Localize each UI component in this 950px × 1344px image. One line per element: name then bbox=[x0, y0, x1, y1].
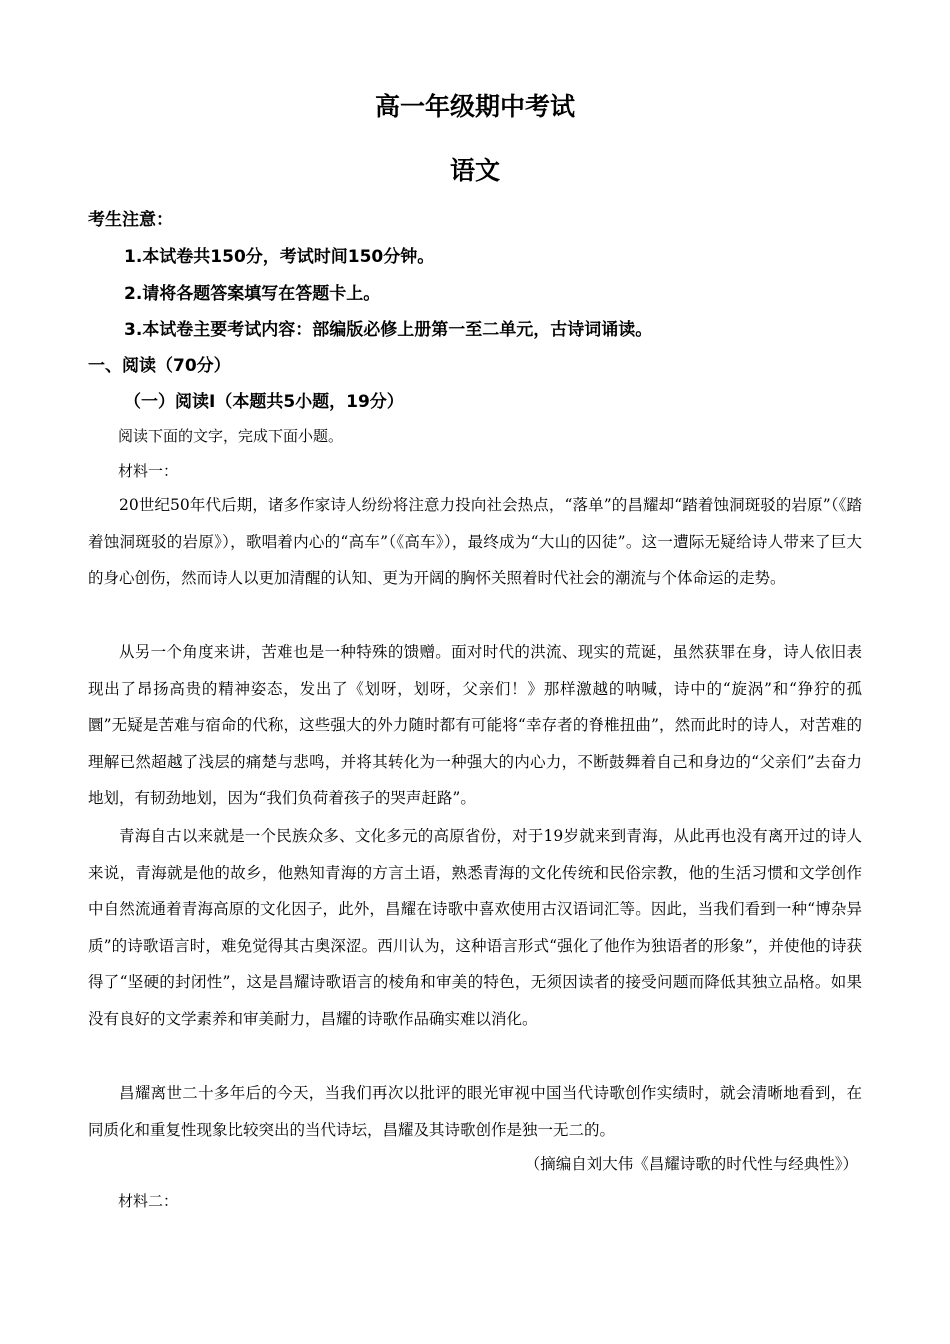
notice-item: 2.请将各题答案填写在答题卡上。 bbox=[124, 284, 381, 304]
paragraph: 从另一个角度来讲，苦难也是一种特殊的馈赠。面对时代的洪流、现实的荒诞，虽然获罪在身，诗人依旧表现出了昂扬高贵的精神姿态，发出了《划呀，划呀，父亲们！》那样激越的呐喊，诗中的“旋涡”和“狰狞的孤圜”无疑是苦难与宿命的代称，这些强大的外力随时都有可能将“幸存者的脊椎扭曲”，然而此时的诗人，对苦难的理解已然超越了浅层的痛楚与悲鸣，并将其转化为一种强大的内心力，不断鼓舞着自己和身边的“父亲们”去奋力地划，有韧劲地划，因为“我们负荷着孩子的哭声赶路”。 bbox=[88, 643, 862, 808]
paragraph: 昌耀离世二十多年后的今天，当我们再次以批评的眼光审视中国当代诗歌创作实绩时，就会清晰地看到，在同质化和重复性现象比较突出的当代诗坛，昌耀及其诗歌创作是独一无二的。 bbox=[88, 1084, 862, 1139]
paragraph: 青海自古以来就是一个民族众多、文化多元的高原省份，对于19岁就来到青海，从此再也没有离开过的诗人来说，青海就是他的故乡，他熟知青海的方言土语，熟悉青海的文化传统和民俗宗教，他的生活习惯和文学创作中自然流通着青海高原的文化因子，此外，昌耀在诗歌中喜欢使用古汉语词汇等。因此，当我们看到一种“博杂异质”的诗歌语言时，难免觉得其古奥深涩。西川认为，这种语言形式“强化了他作为独语者的形象”，并使他的诗获得了“坚硬的封闭性”，这是昌耀诗歌语言的棱角和审美的特色，无须因读者的接受问题而降低其独立品格。如果没有良好的文学素养和审美耐力，昌耀的诗歌作品确实难以消化。 bbox=[88, 827, 862, 1028]
notice-heading: 考生注意： bbox=[88, 210, 173, 230]
instruction: 阅读下面的文字，完成下面小题。 bbox=[118, 427, 344, 445]
notice-item: 1.本试卷共150分，考试时间150分钟。 bbox=[124, 247, 435, 267]
exam-title: 高一年级期中考试 bbox=[374, 92, 575, 121]
section-heading: 一、阅读（70分） bbox=[88, 356, 231, 376]
material-two-label: 材料二： bbox=[118, 1192, 179, 1210]
subject-title: 语文 bbox=[449, 156, 500, 185]
material-one-label: 材料一： bbox=[118, 462, 179, 480]
source-citation: （摘编自刘大伟《昌耀诗歌的时代性与经典性》） bbox=[524, 1155, 858, 1173]
paragraph: 20世纪50年代后期，诸多作家诗人纷纷将注意力投向社会热点，“落单”的昌耀却“踏着蚀洞斑驳的岩原”（《踏着蚀洞斑驳的岩原》），歌唱着内心的“高车”（《高车》），最终成为“大山的囚徒”。这一遭际无疑给诗人带来了巨大的身心创伤，然而诗人以更加清醒的认知、更为开阔的胸怀关照着时代社会的潮流与个体命运的走势。 bbox=[88, 496, 862, 588]
sub-section-heading: （一）阅读Ⅰ（本题共5小题，19分） bbox=[124, 392, 404, 412]
notice-item: 3.本试卷主要考试内容：部编版必修上册第一至二单元，古诗词诵读。 bbox=[124, 320, 653, 340]
